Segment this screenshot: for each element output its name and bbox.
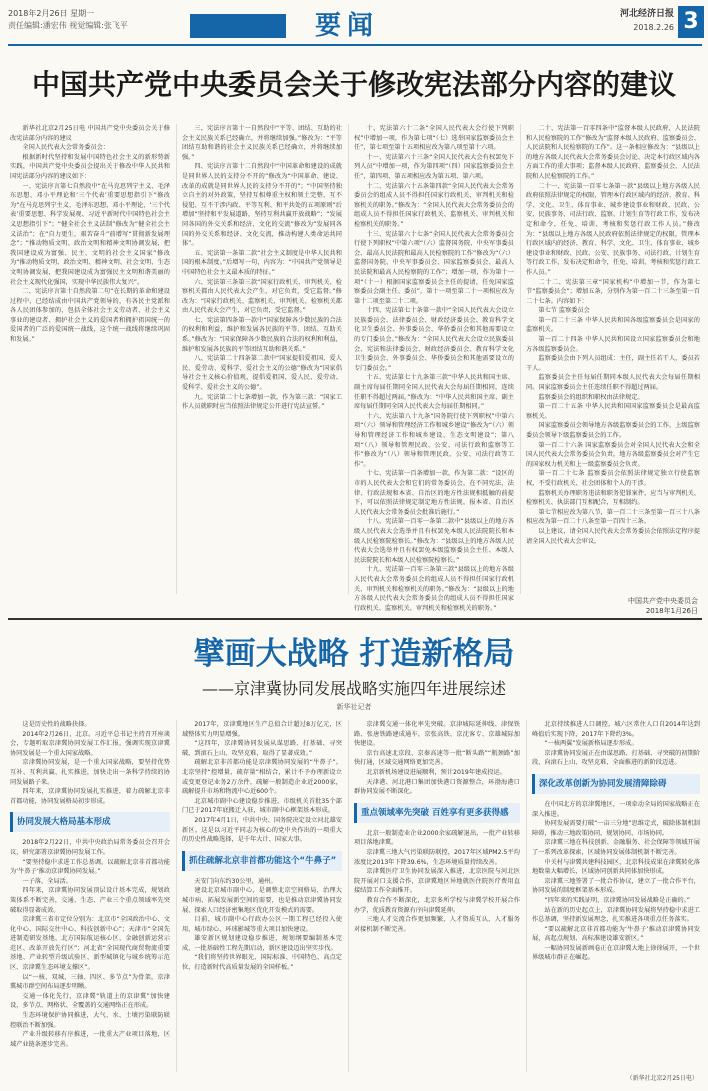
feature-column-1 — [10, 720, 170, 1072]
paragraph: 北京新机场建设进展顺利，预计2019年建成投运。 — [366, 768, 506, 776]
paragraph: 第一百二十七条 监察委员会依照法律规定独立行使监察权，不受行政机关、社会团体和个人的干涉。 — [526, 470, 700, 487]
paragraph: 交通一体化先行，京津冀“轨道上的京津冀”加快建设，多节点、网格状、全覆盖的交通网络正在形成。 — [10, 992, 170, 1010]
column-divider — [348, 124, 349, 594]
paragraph: 十六、宪法第八十九条“国务院行使下列职权”中第六项“（六）领导和管理经济工作和城乡建设”修改为“（六）领导和管理经济工作和城乡建设、生态文明建设”；第八项“（八）领导和管理民政、公安、司法行政和监察等工作”修改为“（八）领导和管理民政、公安、司法行政等工作”。 — [354, 412, 514, 468]
column-divider — [526, 720, 527, 1072]
paragraph: 一幅协同发展新画卷正在京津冀大地上徐徐展开，一个世界级城市群正在崛起。 — [532, 944, 700, 962]
paragraph: 2018年2月22日，中共中央政治局常务委员会召开会议，研究部署京津冀协同发展工作。 — [10, 839, 170, 856]
paragraph: 协同发展需要打破“一亩三分地”思维定式，破除体制机制障碍，推动三地政策协同、规划协同、市场协同。 — [532, 820, 700, 837]
paragraph: 北京持续推进人口调控，城六区常住人口自2014年达到峰值后实现下降，2017年下降约3%。 — [532, 721, 700, 738]
paper-date: 2018.2.26 — [633, 23, 674, 32]
paragraph: “四年来的实践证明，京津冀协同发展战略是正确的。” — [544, 896, 691, 904]
paragraph: 第一百二十三条 中华人民共和国各级监察委员会是国家的监察机关。 — [526, 316, 700, 334]
article-column-4 — [526, 124, 700, 589]
paragraph: 第七节相应改为第八节，第一百二十三条至第一百三十八条相应改为第一百二十八条至第一百四十三条。 — [526, 508, 700, 526]
paragraph: 京津冀三省市定位分别为：北京市“全国政治中心、文化中心、国际交往中心、科技创新中心”；天津市“全国先进制造研发基地、北方国际航运核心区、金融创新运营示范区、改革开放先行区”；河北省“全国现代商贸物流重要基地、产业转型升级试验区、新型城镇化与城乡统筹示范区、京津冀生态环境支撑区”。 — [10, 916, 170, 972]
article-signature: 中国共产党中央委员会 — [628, 597, 698, 605]
paragraph: 二、宪法序言第十自然段第二句“在长期的革命和建设过程中，已经结成由中国共产党领导的，有各民主党派和各人民团体参加的，包括全体社会主义劳动者、社会主义事业的建设者、拥护社会主义的爱国者和拥护祖国统一的爱国者的广泛的爱国统一战线，这个统一战线将继续巩固和发展。” — [10, 288, 170, 344]
paragraph: 监察委员会主任每届任期同本级人民代表大会每届任期相同。国家监察委员会主任连续任职不得超过两届。 — [526, 374, 700, 392]
page-header — [0, 0, 708, 50]
paragraph: 监察机关办理职务违法和职务犯罪案件，应当与审判机关、检察机关、执法部门互相配合，互相制约。 — [526, 489, 700, 507]
paragraph: 北京一般制造业企业2000余家疏解退出，一批产业转移项目落地津冀。 — [354, 829, 520, 847]
paragraph: 产业升级转移有序推进，一批重大产业项目落地，区域产业链条逐步完善。 — [10, 1031, 170, 1048]
paragraph: 第七节 监察委员会 — [538, 307, 590, 315]
editor-credit: 责任编辑:潘宏伟 视觉编辑:张飞平 — [8, 21, 128, 30]
feature-column-4 — [532, 720, 700, 1072]
paragraph: “我们将坚持世界眼光、国际标准、中国特色、高点定位，打造新时代高质量发展的全国样板。” — [182, 954, 342, 972]
paragraph: “一核两翼”发展新格局逐步形成。 — [544, 740, 638, 748]
paragraph: 国家监察委员会领导地方各级监察委员会的工作，上级监察委员会领导下级监察委员会的工作。 — [526, 422, 700, 439]
paragraph: 教育合作不断深化，北京多所学校与津冀学校开展合作办学，优质教育资源有序向津冀延伸。 — [354, 896, 520, 914]
paragraph: 京津冀三地签署了一批合作协议，建立了一批合作平台，协同发展的制度框架基本形成。 — [532, 877, 700, 895]
paragraph: 二十、宪法第一百零四条中“监督本级人民政府、人民法院和人民检察院的工作”修改为“监督本级人民政府、监察委员会、人民法院和人民检察院的工作”。这一条相应修改为：“县级以上的地方各级人民代表大会常务委员会讨论、决定本行政区域内各方面工作的重大事项；监督本级人民政府、监察委员会、人民法院和人民检察院的工作。” — [526, 125, 700, 180]
paragraph: 2017年4月1日，中共中央、国务院决定设立河北雄安新区。这是以习近平同志为核心的党中央作出的一项重大的历史性战略选择，是千年大计、国家大事。 — [182, 816, 342, 844]
paragraph: 十三、宪法第六十七条“全国人民代表大会常务委员会行使下列职权”中第六项“（六）监督国务院、中央军事委员会、最高人民法院和最高人民检察院的工作”修改为“（六）监督国务院、中央军事委员会、国家监察委员会、最高人民法院和最高人民检察院的工作”；增加一项，作为第十一项“（十一）根据国家监察委员会主任的提请，任免国家监察委员会副主任、委员”，第十一项至第二十一项相应改为第十二项至第二十二项。 — [354, 230, 514, 305]
paragraph: 七、宪法第四条第一款中“国家保障各少数民族的合法的权利和利益，维护和发展各民族的平等、团结、互助关系。”修改为：“国家保障各少数民族的合法的权利和利益，维护和发展各民族的平等团结互助和谐关系。” — [182, 316, 342, 353]
paragraph: “这四年，京津冀协同发展从谋思路、打基础、寻突破，到滚石上山、攻坚克难，取得了显著成效。” — [182, 740, 342, 757]
paragraph: 五、宪法第一条第二款“社会主义制度是中华人民共和国的根本制度。”后增写一句，内容为：“中国共产党领导是中国特色社会主义最本质的特征。” — [182, 249, 342, 276]
paragraph: 以“一核、双城、三轴、四区、多节点”为骨架，京津冀城市群空间布局逐步明晰。 — [10, 973, 170, 991]
paragraph: 十四、宪法第七十条第一款中“全国人民代表大会设立民族委员会、法律委员会、财政经济委员会、教育科学文化卫生委员会、外事委员会、华侨委员会和其他需要设立的专门委员会。”修改为：“全国人民代表大会设立民族委员会、宪法和法律委员会、财政经济委员会、教育科学文化卫生委员会、外事委员会、华侨委员会和其他需要设立的专门委员会。” — [354, 307, 514, 372]
feature-subhead: 重点领域率先突破 百姓享有更多获得感 — [354, 803, 520, 823]
section-title: 要闻 — [314, 11, 379, 41]
paragraph: 四年来，京津冀协同发展顶层设计基本完成，规划政策体系不断完善，交通、生态、产业三个重点领域率先突破取得显著成效。 — [10, 887, 170, 914]
feature-column-3 — [354, 720, 520, 1072]
paper-name: 河北经济日报 — [619, 9, 674, 19]
column-divider — [176, 124, 177, 594]
paragraph: 监察委员会由下列人员组成：主任，副主任若干人，委员若干人。 — [526, 355, 700, 372]
paragraph: “要以疏解北京非首都功能为‘牛鼻子’推动京津冀协同发展，高起点规划、高标准建设雄安新区。” — [532, 925, 700, 943]
column-divider — [348, 720, 349, 1072]
paragraph: 2017年，京津冀地区生产总值合计超过8万亿元，区域整体实力明显增强。 — [182, 721, 342, 738]
paragraph: 三地人才交流合作更加频繁，人才资质互认、人才服务对接机制不断完善。 — [354, 916, 520, 933]
paragraph: 新华社北京2月25日电 中国共产党中央委员会关于修改宪法部分内容的建议 — [10, 125, 170, 142]
paragraph: 十一、宪法第六十三条“全国人民代表大会有权罢免下列人员”中增加一项，作为第四项“（四）国家监察委员会主任”，第四项、第五项相应改为第五项、第六项。 — [354, 153, 514, 180]
feature-subhead: 抓住疏解北京非首都功能这个“牛鼻子” — [182, 851, 342, 871]
paragraph: 根据新时代坚持和发展中国特色社会主义的新形势新实践，中国共产党中央委员会提出关于修改中华人民共和国宪法部分内容的建议如下： — [10, 153, 170, 180]
paragraph: 六、宪法第三条第三款“国家行政机关、审判机关、检察机关都由人民代表大会产生，对它负责，受它监督。”修改为：“国家行政机关、监察机关、审判机关、检察机关都由人民代表大会产生，对它负责，受它监督。” — [182, 278, 342, 315]
feature-byline: 新华社记者 — [336, 703, 372, 711]
paragraph: 这是历史性的战略抉择。 — [22, 721, 91, 728]
paragraph: 十五、宪法第七十九条第三款“中华人民共和国主席、副主席每届任期同全国人民代表大会每届任期相同，连续任职不得超过两届。”修改为：“中华人民共和国主席、副主席每届任期同全国人民代表大会每届任期相同。” — [354, 374, 514, 411]
paragraph: 京津冀交通一体化率先突破。京津城际延伸线、津保铁路、张唐铁路建成通车，京张高铁、京沈客专、京雄城际加快建设。 — [354, 721, 520, 748]
paragraph: 四年来，京津冀协同发展扎实推进，着力疏解北京非首都功能，协同发展格局初步形成。 — [10, 788, 170, 805]
column-divider — [520, 124, 521, 594]
paragraph: 京津冀三地大气污染联防联控，2017年区域PM2.5平均浓度比2013年下降39.6%，生态环境质量持续改善。 — [354, 848, 520, 866]
paragraph: 十、宪法第六十二条“全国人民代表大会行使下列职权”中增加一项，作为第七项“（七）选举国家监察委员会主任”，第七项至第十五项相应改为第八项至第十六项。 — [354, 125, 514, 152]
paragraph: 全国人民代表大会常务委员会： — [22, 144, 110, 152]
paragraph: 九、宪法第二十七条增加一款，作为第三款：“国家工作人员就职时应当依照法律规定公开进行宪法宣誓。” — [182, 393, 342, 411]
feature-subhead: 协同发展大格局基本形成 — [10, 812, 170, 832]
paragraph: 天安门向东约30公里，通州。 — [194, 877, 277, 885]
article-column-2 — [182, 124, 342, 604]
paragraph: 一、宪法序言第七自然段中“在马克思列宁主义、毛泽东思想、邓小平理论和‘三个代表’重要思想指引下”修改为“在马克思列宁主义、毛泽东思想、邓小平理论、‘三个代表’重要思想、科学发展观、习近平新时代中国特色社会主义思想指引下”；“健全社会主义法制”修改为“健全社会主义法治”；在“自力更生，艰苦奋斗”前增写“贯彻新发展理念”；“推动物质文明、政治文明和精神文明协调发展，把我国建设成为富强、民主、文明的社会主义国家”修改为“推动物质文明、政治文明、精神文明、社会文明、生态文明协调发展，把我国建设成为富强民主文明和谐美丽的社会主义现代化强国，实现中华民族伟大复兴”。 — [10, 182, 170, 286]
feature-subhead: 深化改革创新为协同发展清障除碍 — [532, 774, 700, 794]
paragraph: 十九、宪法第一百零三条第三款“县级以上的地方各级人民代表大会常务委员会的组成人员不得担任国家行政机关、审判机关和检察机关的职务。”修改为：“县级以上的地方各级人民代表大会常务委员会的组成人员不得担任国家行政机关、监察机关、审判机关和检察机关的职务。” — [354, 566, 514, 612]
paragraph: 天津港、河北港口集团加快港口资源整合，环渤海港口群协同发展不断深化。 — [354, 778, 520, 796]
paragraph: 疏解北京非首都功能是京津冀协同发展的“牛鼻子”。北京坚持“控增量、疏存量”相结合，累计不予办理新设立或变更登记业务2万余件，疏解一般制造企业近2000家，疏解提升市场和物流中心近600个。 — [182, 759, 342, 796]
paragraph: “要坚持稳中求进工作总基调，以疏解北京非首都功能为‘牛鼻子’推动京津冀协同发展。” — [10, 858, 170, 876]
paragraph: 京台高速北京段、京秦高速等一批“断头路”“瓶颈路”加快打通，区域交通网络更加完善。 — [354, 749, 520, 767]
paragraph: 二十一、宪法第一百零七条第一款“县级以上地方各级人民政府依照法律规定的权限，管理本行政区域内的经济、教育、科学、文化、卫生、体育事业、城乡建设事业和财政、民政、公安、民族事务、司法行政、监察、计划生育等行政工作，发布决定和命令，任免、培训、考核和奖惩行政工作人员。”修改为：“县级以上地方各级人民政府依照法律规定的权限，管理本行政区域内的经济、教育、科学、文化、卫生、体育事业、城乡建设事业和财政、民政、公安、民族事务、司法行政、计划生育等行政工作，发布决定和命令，任免、培训、考核和奖惩行政工作人员。” — [526, 182, 700, 276]
paragraph: 监察委员会的组织和职权由法律规定。 — [538, 393, 644, 401]
paragraph: 京津冀协同发展，是一个重大国家战略，要坚持优势互补、互利共赢、扎实推进，加快走出一条科学持续的协同发展路子来。 — [10, 759, 170, 786]
paragraph: 站在新的历史起点上，京津冀协同发展将坚持稳中求进工作总基调，坚持新发展理念，扎实推进各项重点任务落实。 — [532, 906, 700, 924]
paragraph: 十二、宪法第六十五条第四款“全国人民代表大会常务委员会的组成人员不得担任国家行政机关、审判机关和检察机关的职务。”修改为：“全国人民代表大会常务委员会的组成人员不得担任国家行政机关、监察机关、审判机关和检察机关的职务。” — [354, 182, 514, 228]
page-number: 3 — [678, 6, 704, 38]
article-column-3 — [354, 124, 514, 612]
paragraph: 在中国北方的京津冀地区，一项牵动全局的国家战略正在深入推进。 — [532, 800, 700, 818]
paragraph: 京津冀医疗卫生协同发展深入推进，北京医院与河北医院开展对口支援合作，京津冀地区异地就医住院医疗费用直接结算工作全面推开。 — [354, 868, 520, 895]
paragraph: 第一百二十五条 中华人民共和国国家监察委员会是最高监察机关。 — [526, 403, 700, 420]
header-rule — [8, 44, 702, 46]
paragraph: 第一百二十六条 国家监察委员会对全国人民代表大会和全国人民代表大会常务委员会负责。地方各级监察委员会对产生它的国家权力机关和上一级监察委员会负责。 — [526, 441, 700, 468]
section-divider — [8, 618, 702, 620]
feature-headline: 擘画大战略 打造新格局 — [193, 636, 515, 672]
article-column-1 — [10, 124, 170, 604]
header-info — [8, 8, 144, 40]
paragraph: 京津冀三地在科技创新、金融服务、社会保障等领域开展了一系列改革探索，区域协同发展体制机制不断完善。 — [532, 839, 700, 856]
paragraph: 八、宪法第二十四条第二款中“国家提倡爱祖国、爱人民、爱劳动、爱科学、爱社会主义的公德”修改为“国家倡导社会主义核心价值观，提倡爱祖国、爱人民、爱劳动、爱科学、爱社会主义的公德”。 — [182, 355, 342, 392]
issue-date: 2018年2月26日 星期一 — [8, 9, 95, 18]
feature-column-2 — [182, 720, 342, 1072]
paragraph: 十七、宪法第一百条增加一款，作为第二款：“设区的市的人民代表大会和它们的常务委员会，在不同宪法、法律、行政法规和本省、自治区的地方性法规相抵触的前提下，可以依照法律规定制定地方性法规，报本省、自治区人民代表大会常务委员会批准后施行。” — [354, 470, 514, 516]
paragraph: 京津冀协同发展正在由谋思路、打基础、寻突破的初期阶段，向滚石上山、攻坚克难、全面推进的新阶段迈进。 — [532, 749, 700, 767]
paragraph: 一子落，全局活。 — [22, 877, 72, 885]
paragraph: 三、宪法序言第十一自然段中“平等、团结、互助的社会主义民族关系已经确立，并将继续加强。”修改为：“平等团结互助和谐的社会主义民族关系已经确立，并将继续加强。” — [182, 125, 342, 161]
section-decor-bar — [190, 14, 286, 38]
article-signature-date: 2018年1月26日 — [645, 607, 698, 615]
paragraph: 第一百二十四条 中华人民共和国设立国家监察委员会和地方各级监察委员会。 — [526, 336, 700, 353]
column-divider — [176, 720, 177, 1072]
paragraph: 二十二、宪法第三章“国家机构”中增加一节，作为第七节“监察委员会”；增加五条，分别作为第一百二十三条至第一百二十七条。内容如下： — [526, 278, 700, 305]
paragraph: 2014年2月26日，北京。习近平总书记主持召开座谈会，专题听取京津冀协同发展工作汇报，强调实现京津冀协同发展是一个重大国家战略。 — [10, 730, 170, 757]
paragraph: 雄安新区规划建设稳步推进，规划纲要编制基本完成，一批基础性工程先期启动，新区建设迈出坚实步伐。 — [182, 935, 342, 952]
paragraph: 北京城市副中心建设稳步推进，市级机关首批35个部门已于2017年底搬迁入驻，城市副中心框架基本形成。 — [182, 797, 342, 815]
paragraph: 四、宪法序言第十二自然段中“中国革命和建设的成就是同世界人民的支持分不开的”修改为“中国革命、建设、改革的成就是同世界人民的支持分不开的”；“中国坚持独立自主的对外政策，坚持互相尊重主权和领土完整、互不侵犯、互不干涉内政、平等互利、和平共处的五项原则”后增加“坚持和平发展道路，坚持互利共赢开放战略”；“发展同各国的外交关系和经济、文化的交流”修改为“发展同各国的外交关系和经济、文化交流，推动构建人类命运共同体”。 — [182, 163, 342, 248]
feature-subheadline: ——京津冀协同发展战略实施四年进展综述 — [201, 679, 506, 698]
paragraph: 生态环境保护协同推进，大气、水、土壤污染联防联控联治不断加强。 — [10, 1012, 170, 1029]
article-headline: 中国共产党中央委员会关于修改宪法部分内容的建议 — [31, 68, 676, 101]
paragraph: 十八、宪法第一百零一条第二款中“县级以上的地方各级人民代表大会选举并且有权罢免本级人民法院院长和本级人民检察院检察长。”修改为：“县级以上的地方各级人民代表大会选举并且有权罢免本级监察委员会主任、本级人民法院院长和本级人民检察院检察长。” — [354, 518, 514, 564]
paragraph: 以上建议，请全国人民代表大会常务委员会依照法定程序提请全国人民代表大会审议。 — [526, 527, 700, 545]
paragraph: 目前，城市副中心行政办公区一期工程已经投入使用，城市绿心、环球影城等重大项目加快建设。 — [182, 916, 342, 933]
paragraph: 建设北京城市副中心，是调整北京空间格局、治理大城市病、拓展发展新空间的需要，也是推动京津冀协同发展、探索人口经济密集地区优化开发模式的需要。 — [182, 887, 342, 914]
paragraph: 中关村与津冀共建科技园区，北京科技成果在津冀转化落地数量大幅增长，区域协同创新共同体加快形成。 — [532, 858, 700, 876]
dateline-note: （新华社北京2月25日电） — [626, 1075, 698, 1082]
